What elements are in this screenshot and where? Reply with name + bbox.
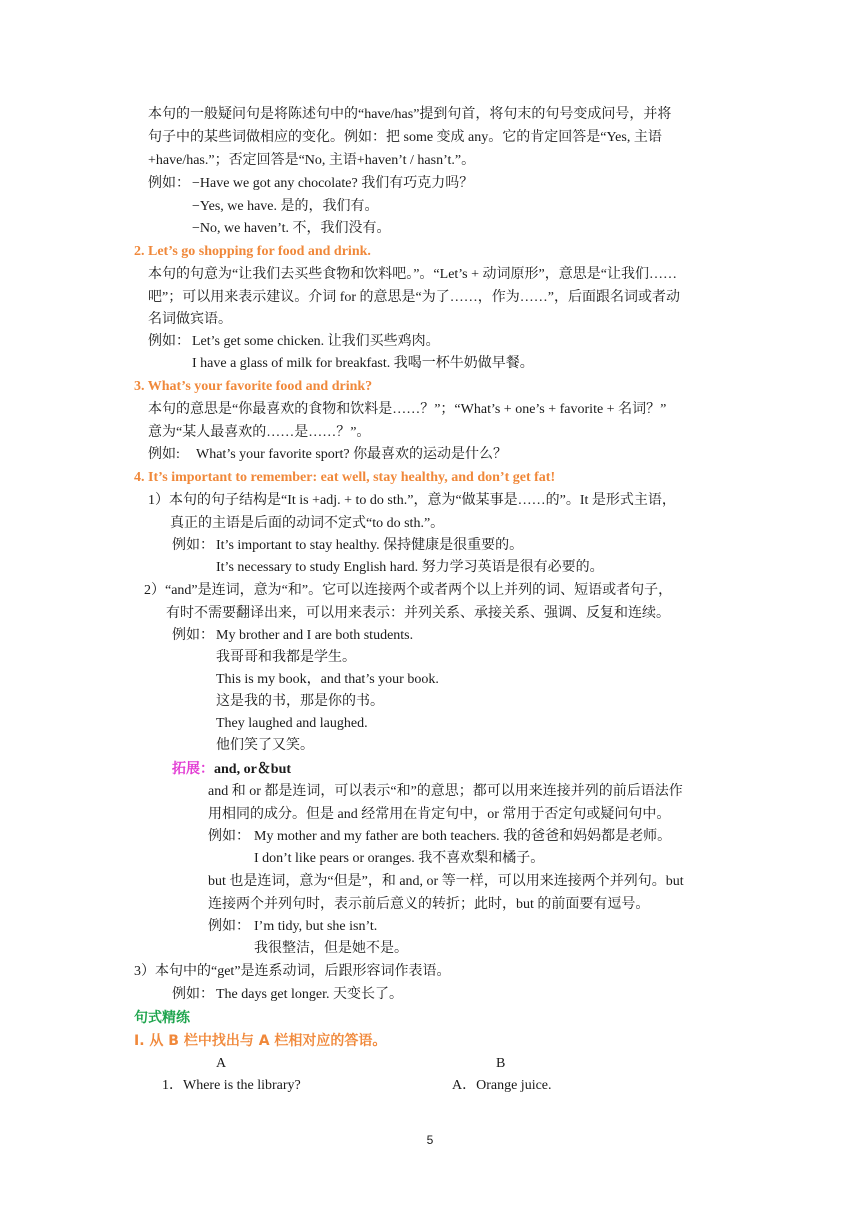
- s3-para-line-2: 意为“某人最喜欢的……是……？”。: [148, 425, 371, 440]
- s1-para-line-3: +have/has.”；否定回答是“No, 主语+haven’t / hasn’t.”。: [148, 153, 476, 168]
- column-a-header: A: [216, 1056, 227, 1071]
- s3-example-1: What’s your favorite sport? 你最喜欢的运动是什么？: [196, 447, 508, 462]
- s4-point1-example-label: 例如：: [172, 538, 214, 553]
- s2-heading: 2. Let’s go shopping for food and drink.: [134, 244, 371, 259]
- s2-para-line-3: 名词做宾语。: [148, 312, 232, 327]
- s4-point2-line-2: 有时不需要翻译出来，可以用来表示：并列关系、承接关系、强调、反复和连续。: [166, 606, 670, 621]
- page-number: 5: [426, 1133, 434, 1147]
- extension-but-line-1: but 也是连词，意为“但是”，和 and, or 等一样，可以用来连接两个并列句。but: [208, 874, 684, 889]
- extension-but-example-label: 例如：: [208, 919, 250, 934]
- s3-heading: 3. What’s your favorite food and drink?: [134, 379, 373, 394]
- s2-example-label: 例如：: [148, 334, 190, 349]
- extension-and-or-example-label: 例如：: [208, 829, 250, 844]
- extension-title: and, or＆but: [214, 762, 292, 777]
- extension-but-example-2: 我很整洁，但是她不是。: [254, 941, 408, 956]
- s4-point2-example-4: 这是我的书，那是你的书。: [216, 694, 384, 709]
- s2-example-1: Let’s get some chicken. 让我们买些鸡肉。: [192, 334, 440, 349]
- s1-para-line-1: 本句的一般疑问句是将陈述句中的“have/has”提到句首，将句末的句号变成问号，并将: [148, 107, 672, 122]
- extension-and-or-example-1: My mother and my father are both teachers. 我的爸爸和妈妈都是老师。: [254, 829, 672, 844]
- s4-point2-example-3: This is my book，and that’s your book.: [216, 672, 439, 687]
- s4-point2-example-label: 例如：: [172, 628, 214, 643]
- answer-a: A．Orange juice.: [452, 1078, 552, 1093]
- s2-example-2: I have a glass of milk for breakfast. 我喝一杯牛奶做早餐。: [192, 356, 534, 371]
- s1-example-label: 例如：: [148, 176, 190, 191]
- drill-subheading: Ⅰ. 从 B 栏中找出与 A 栏相对应的答语。: [134, 1033, 387, 1049]
- s4-point2-example-2: 我哥哥和我都是学生。: [216, 650, 356, 665]
- s2-para-line-1: 本句的句意为“让我们去买些食物和饮料吧。”。“Let’s + 动词原形”，意思是“让我们……: [148, 267, 677, 282]
- s3-para-line-1: 本句的意思是“你最喜欢的食物和饮料是……？”；“What’s + one’s + favorite + 名词？”: [148, 402, 667, 417]
- s1-example-3: −No, we haven’t. 不，我们没有。: [192, 221, 391, 236]
- drill-heading: 句式精练: [134, 1010, 190, 1026]
- s4-point3-line-1: 3）本句中的“get”是连系动词，后跟形容词作表语。: [134, 964, 451, 979]
- s4-point2-example-6: 他们笑了又笑。: [216, 738, 314, 753]
- s1-example-1: −Have we got any chocolate? 我们有巧克力吗？: [192, 176, 474, 191]
- s3-example-label: 例如:: [148, 447, 180, 462]
- s4-heading: 4. It’s important to remember: eat well, stay healthy, and don’t get fat!: [134, 470, 556, 485]
- column-b-header: B: [496, 1056, 506, 1071]
- extension-but-line-2: 连接两个并列句时，表示前后意义的转折；此时，but 的前面要有逗号。: [208, 897, 650, 912]
- s4-point3-example-1: The days get longer. 天变长了。: [216, 987, 404, 1002]
- extension-but-example-1: I’m tidy, but she isn’t.: [254, 919, 378, 934]
- s1-example-2: −Yes, we have. 是的，我们有。: [192, 199, 379, 214]
- s4-point1-example-1: It’s important to stay healthy. 保持健康是很重要的。: [216, 538, 524, 553]
- s2-para-line-2: 吧”；可以用来表示建议。介词 for 的意思是“为了……，作为……”，后面跟名词或者动: [148, 290, 680, 305]
- extension-and-or-example-2: I don’t like pears or oranges. 我不喜欢梨和橘子。: [254, 851, 545, 866]
- s1-para-line-2: 句子中的某些词做相应的变化。例如：把 some 变成 any。它的肯定回答是“Yes, 主语: [148, 130, 662, 145]
- s4-point2-example-5: They laughed and laughed.: [216, 716, 368, 731]
- question-1: 1．Where is the library?: [162, 1078, 301, 1093]
- s4-point3-example-label: 例如：: [172, 987, 214, 1002]
- extension-label: 拓展：: [172, 761, 214, 777]
- extension-heading: [172, 758, 291, 781]
- extension-and-or-line-2: 用相同的成分。但是 and 经常用在肯定句中，or 常用于否定句或疑问句中。: [208, 807, 671, 822]
- extension-and-or-line-1: and 和 or 都是连词，可以表示“和”的意思；都可以用来连接并列的前后语法作: [208, 784, 683, 799]
- s4-point1-line-1: 1）本句的句子结构是“It is +adj. + to do sth.”，意为“做某事是……的”。It 是形式主语，: [148, 493, 676, 508]
- s4-point1-line-2: 真正的主语是后面的动词不定式“to do sth.”。: [170, 516, 445, 531]
- s4-point2-line-1: 2）“and”是连词，意为“和”。它可以连接两个或者两个以上并列的词、短语或者句子，: [144, 583, 673, 598]
- s4-point2-example-1: My brother and I are both students.: [216, 628, 414, 643]
- s4-point1-example-2: It’s necessary to study English hard. 努力学习英语是很有必要的。: [216, 560, 604, 575]
